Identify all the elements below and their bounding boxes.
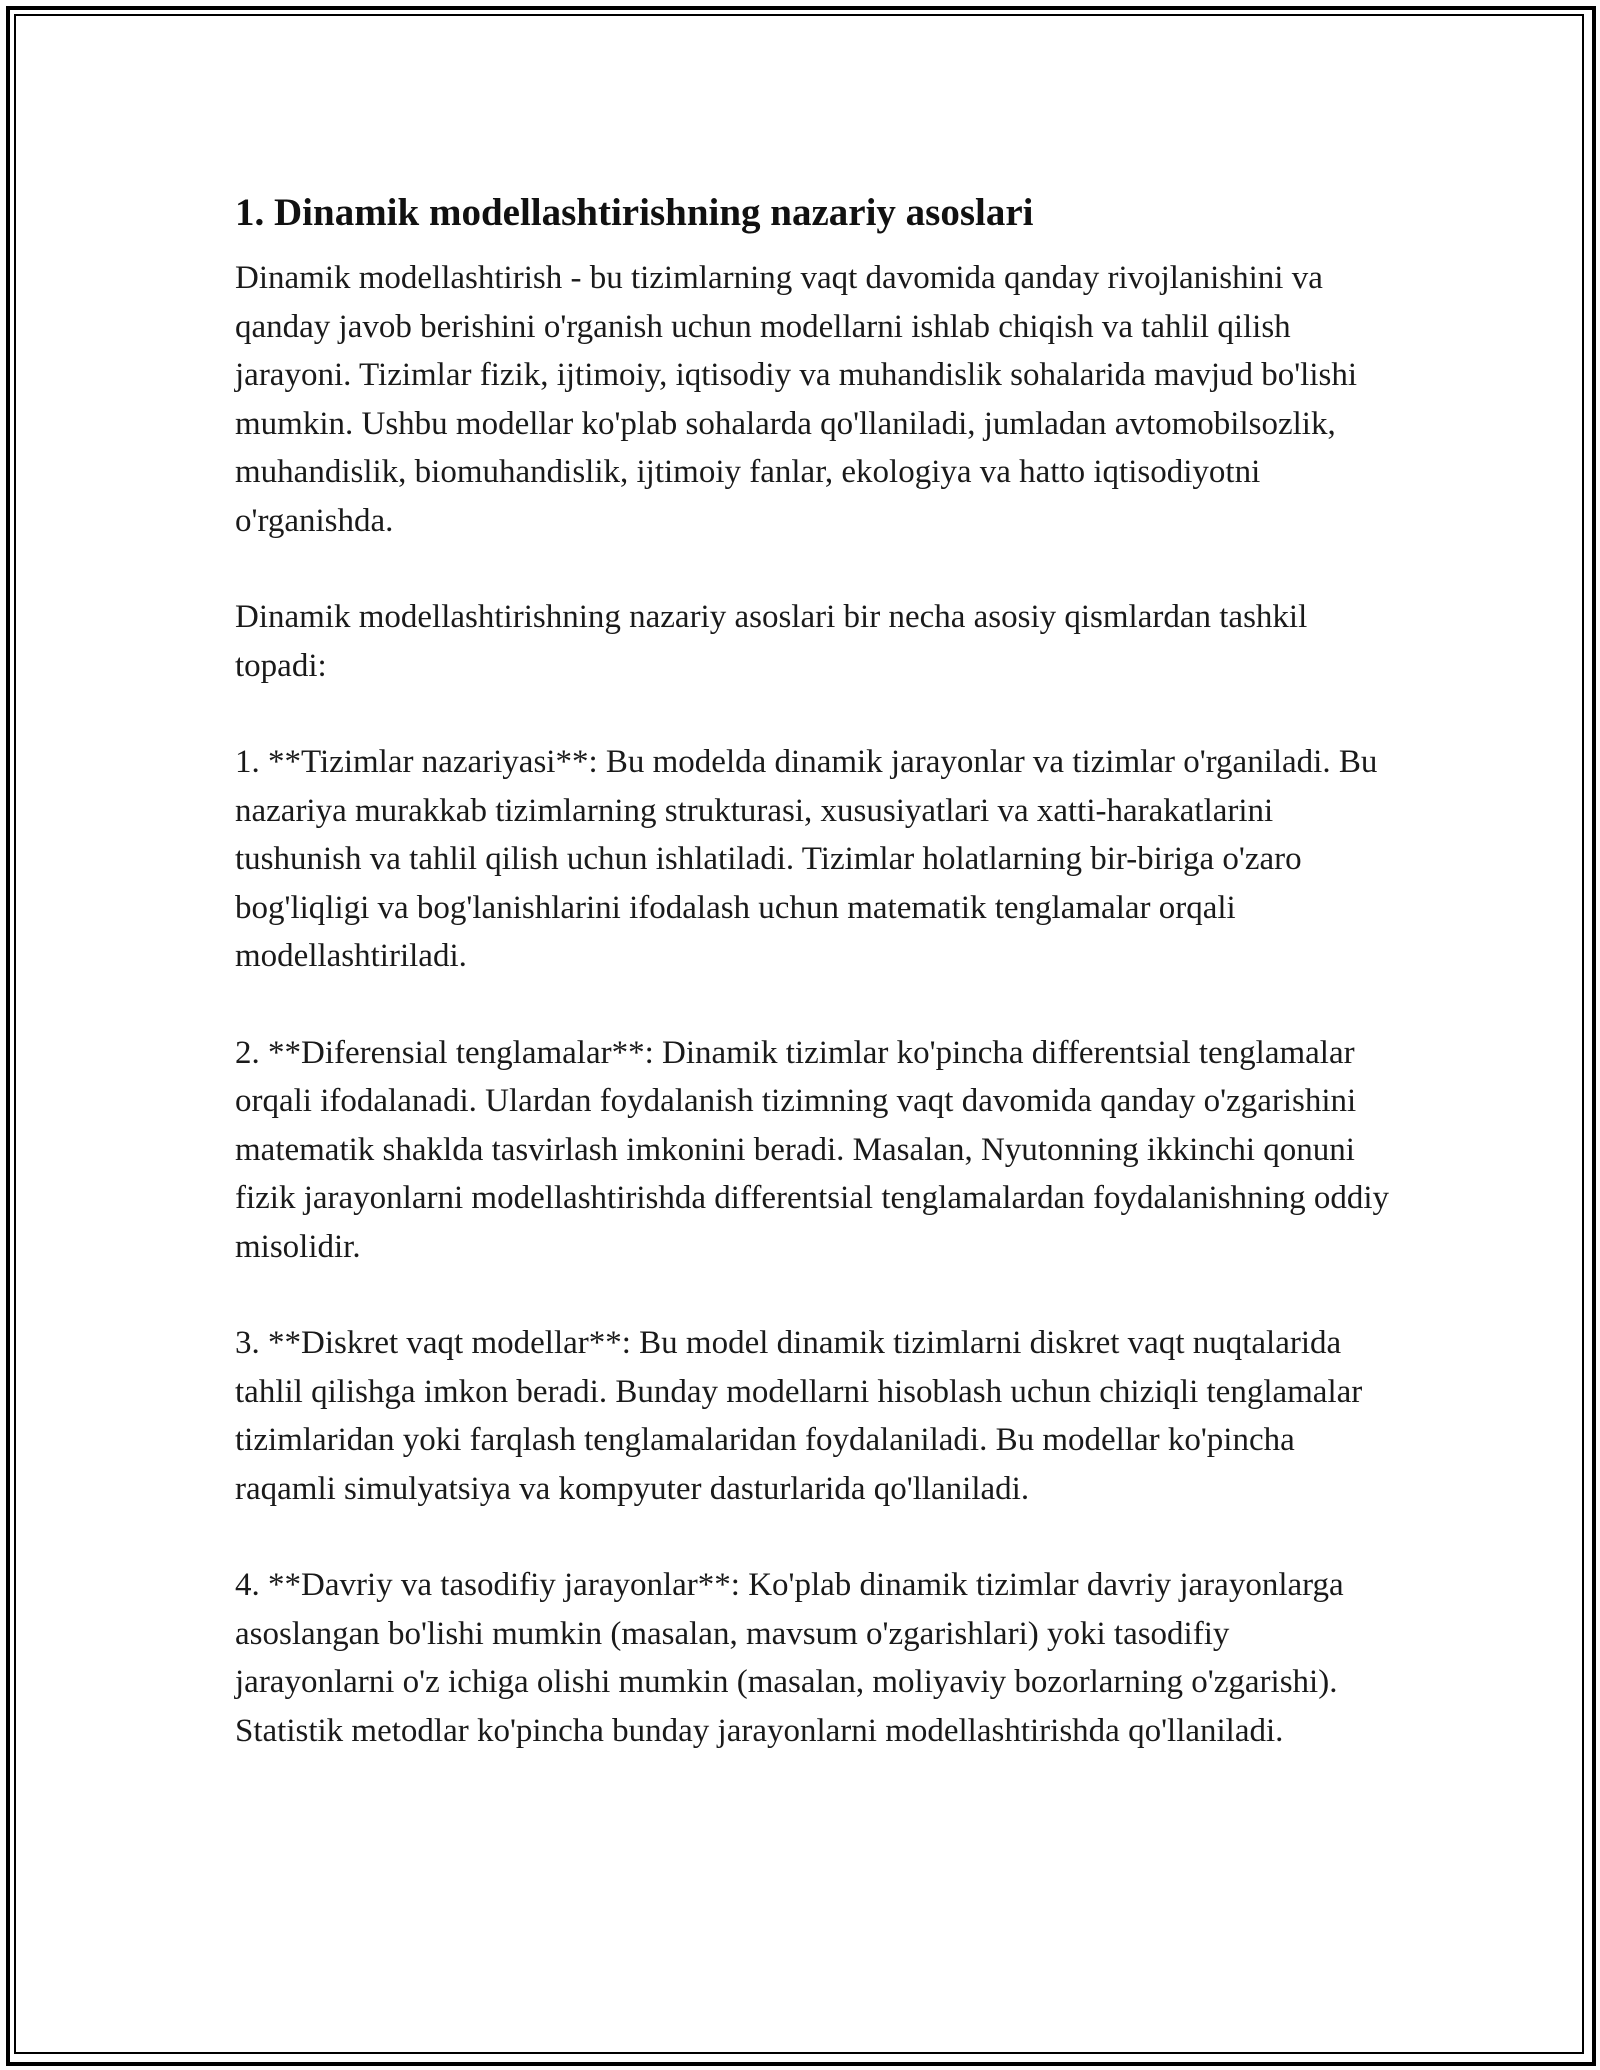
paragraph-discrete-time-models: 3. **Diskret vaqt modellar**: Bu model dinamik tizimlarni diskret vaqt nuqtalarida tahlil qilishga imkon beradi. Bunday modellarni hisoblash uchun chiziqli tenglamalar tizimlaridan yoki farqlash tenglamalaridan foydalaniladi. Bu modellar ko'pincha raqamli simulyatsiya va kompyuter dasturlarida qo'llaniladi.: [235, 1325, 1363, 1507]
section-heading: 1. Dinamik modellashtirishning nazariy asoslari: [235, 191, 1034, 234]
document-body: [235, 186, 1395, 1803]
paragraph-overview: Dinamik modellashtirishning nazariy asoslari bir necha asosiy qismlardan tashkil topadi:: [235, 599, 1308, 684]
paragraph-systems-theory: 1. **Tizimlar nazariyasi**: Bu modelda dinamik jarayonlar va tizimlar o'rganiladi. Bu nazariya murakkab tizimlarning strukturasi, xususiyatlari va xatti-harakatlarini tushunish va tahlil qilish uchun ishlatiladi. Tizimlar holatlarning bir-biriga o'zaro bog'liqligi va bog'lanishlarini ifodalash uchun matematik tenglamalar orqali modellashtiriladi.: [235, 744, 1378, 974]
paragraph-periodic-random-processes: 4. **Davriy va tasodifiy jarayonlar**: Ko'plab dinamik tizimlar davriy jarayonlarga asoslangan bo'lishi mumkin (masalan, mavsum o'zgarishlari) yoki tasodifiy jarayonlarni o'z ichiga olishi mumkin (masalan, moliyaviy bozorlarning o'zgarishi). Statistik metodlar ko'pincha bunday jarayonlarni modellashtirishda qo'llaniladi.: [235, 1567, 1344, 1749]
paragraph-differential-equations: 2. **Diferensial tenglamalar**: Dinamik tizimlar ko'pincha differentsial tenglamalar orqali ifodalanadi. Ulardan foydalanish tizimning vaqt davomida qanday o'zgarishini matematik shaklda tasvirlash imkonini beradi. Masalan, Nyutonning ikkinchi qonuni fizik jarayonlarni modellashtirishda differentsial tenglamalardan foydalanishning oddiy misolidir.: [235, 1034, 1390, 1265]
paragraph-intro: Dinamik modellashtirish - bu tizimlarning vaqt davomida qanday rivojlanishini va qanday javob berishini o'rganish uchun modellarni ishlab chiqish va tahlil qilish jarayoni. Tizimlar fizik, ijtimoiy, iqtisodiy va muhandislik sohalarida mavjud bo'lishi mumkin. Ushbu modellar ko'plab sohalarda qo'llaniladi, jumladan avtomobilsozlik, muhandislik, biomuhandislik, ijtimoiy fanlar, ekologiya va hatto iqtisodiyotni o'rganishda.: [235, 260, 1358, 539]
